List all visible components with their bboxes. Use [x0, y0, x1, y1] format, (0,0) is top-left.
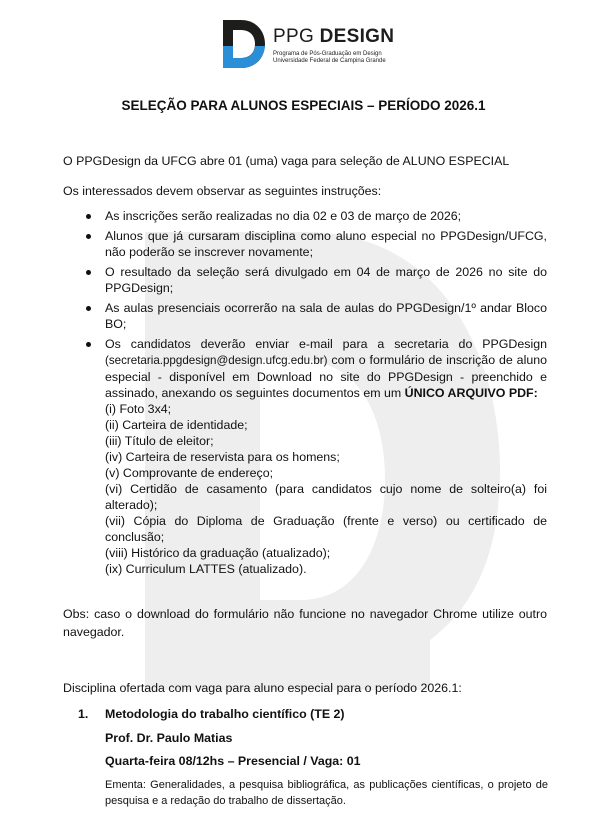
document-item: (viii) Histórico da graduação (atualizado);: [105, 546, 331, 560]
secretaria-email: (secretaria.ppgdesign@design.ufcg.edu.br): [105, 354, 328, 367]
logo-subtitle-program: Programa de Pós-Graduação em Design: [273, 51, 382, 57]
instructions-list: [105, 208, 547, 581]
document-item: (iv) Carteira de reservista para os homens;: [105, 450, 340, 464]
list-item: Alunos que já cursaram disciplina como aluno especial no PPGDesign/UFCG, não poderão se inscrever novamente;: [105, 229, 547, 259]
required-documents: [105, 401, 547, 577]
document-item: (vii) Cópia do Diploma de Graduação (frente e verso) ou certificado de conclusão;: [105, 514, 547, 544]
submission-text-b: com o formulário de inscrição de aluno especial - disponível em Download no site do PPGDesign - preenchido e assinado, anexando os seguintes documentos em um: [105, 353, 547, 400]
submission-text-end: :: [533, 386, 538, 400]
intro-paragraph: O PPGDesign da UFCG abre 01 (uma) vaga para seleção de ALUNO ESPECIAL: [63, 154, 510, 168]
course-title: Metodologia do trabalho científico (TE 2): [105, 707, 345, 721]
course-ementa: Ementa: Generalidades, a pesquisa bibliográfica, as publicações científicas, o projeto de pesquisa e a redação do trabalho de dissertação.: [105, 779, 548, 807]
ppg-design-logo: [221, 18, 401, 70]
document-item: (iii) Título de eleitor;: [105, 434, 214, 448]
document-item: (ix) Curriculum LATTES (atualizado).: [105, 562, 307, 576]
list-item: As aulas presenciais ocorrerão na sala de aulas do PPGDesign/1º andar Bloco BO;: [105, 301, 547, 331]
logo-word-design: DESIGN: [319, 26, 395, 47]
list-item-submission: [105, 336, 547, 577]
list-item: As inscrições serão realizadas no dia 02 e 03 de março de 2026;: [105, 208, 547, 224]
instructions-lead: Os interessados devem observar as seguintes instruções:: [63, 184, 382, 198]
logo-word-ppg: PPG: [273, 26, 320, 47]
single-pdf-emphasis: ÚNICO ARQUIVO PDF: [404, 386, 534, 400]
course-number: 1.: [78, 707, 89, 721]
list-item: O resultado da seleção será divulgado em 04 de março de 2026 no site do PPGDesign;: [105, 265, 547, 295]
document-item: (vi) Certidão de casamento (para candidatos cujo nome de solteiro(a) foi alterado);: [105, 482, 547, 512]
logo-d-icon: [221, 18, 267, 70]
obs-note: Obs: caso o download do formulário não funcione no navegador Chrome utilize outro navegador.: [63, 607, 547, 639]
document-item: (i) Foto 3x4;: [105, 402, 172, 416]
submission-text-a: Os candidatos deverão enviar e-mail para a secretaria do PPGDesign: [105, 337, 547, 351]
offered-course-lead: Disciplina ofertada com vaga para aluno especial para o período 2026.1:: [63, 681, 462, 695]
logo-wordmark: [273, 26, 394, 48]
course-professor: Prof. Dr. Paulo Matias: [105, 731, 233, 745]
document-title: SELEÇÃO PARA ALUNOS ESPECIAIS – PERÍODO 2026.1: [121, 98, 486, 113]
logo-subtitle-university: Universidade Federal de Campina Grande: [273, 58, 386, 64]
document-item: (v) Comprovante de endereço;: [105, 466, 274, 480]
document-item: (ii) Carteira de identidade;: [105, 418, 248, 432]
course-schedule: Quarta-feira 08/12hs – Presencial / Vaga: 01: [105, 754, 361, 768]
